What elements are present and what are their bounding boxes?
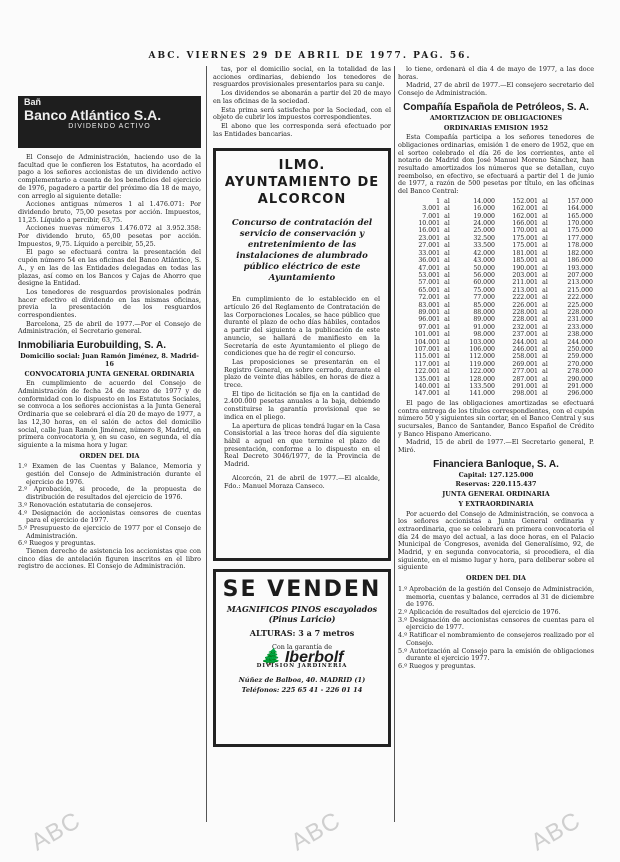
alcorcon-ad [213,148,391,561]
pinos-ad: SE VENDEN MAGNIFICOS PINOS escayolados (Pinus Laricio) ALTURAS: 3 a 7 metros Con la garantía de 🌲 Iberbolf DIVISION JARDINERIA Núñez de Balboa, 40. MADRID (1) Teléfonos: 225 65 41 - 226 01 14 [213,569,391,747]
paragraph: Tienen derecho de asistencia los accionistas que con cinco días de antelación figuren inscritos en el libro registro de acciones. El Consejo de Administración. [18,547,201,571]
table-cell: 101.001 [414,331,441,339]
table-cell: 117.001 [414,360,441,368]
table-cell: al [542,197,548,205]
table-cell: 287.001 [512,375,538,383]
table-cell: 77.000 [473,294,495,302]
table-cell: 225.000 [567,301,593,309]
table-cell: 103.000 [469,338,495,346]
phones: Teléfonos: 225 65 41 - 226 01 14 [241,685,363,694]
table-cell: 213.001 [512,286,538,294]
table-cell: 33.500 [473,242,495,250]
column-middle [213,66,391,822]
table-cell: 19.000 [473,212,495,220]
table-cell: 193.000 [567,264,593,272]
table-cell: 298.001 [512,390,538,398]
table-cell: 182.000 [567,249,593,257]
table-cell: al [542,390,548,398]
table-cell: 83.001 [418,301,441,309]
table-cell: al [542,212,548,220]
table-cell: al [542,301,548,309]
table-row [398,368,594,375]
table-row [398,279,594,286]
table-cell: 89.000 [473,316,495,324]
table-cell: 165.000 [567,212,593,220]
eurobuilding-address: Domicilio social: Juan Ramón Jiménez, 8. Madrid-16 [20,352,199,368]
table-cell: al [444,212,450,220]
address: Núñez de Balboa, 40. MADRID (1) [238,676,366,685]
table-cell: 178.000 [567,242,593,250]
table-cell: 16.001 [418,227,441,235]
table-cell: 226.001 [512,301,538,309]
paragraph: Acciones nuevas números 1.476.072 al 3.952.358: Por dividendo bruto, 65,00 pesetas por acción. Impuestos, 9,75. Líquido a percibir, 55,25. [18,224,201,248]
table-cell: 96.001 [418,316,441,324]
table-cell: al [542,279,548,287]
watermark: ABC [526,806,586,857]
paragraph: La apertura de plicas tendrá lugar en la Casa Consistorial a las trece horas del día siguiente hábil a aquel en que termine el plazo de presentación, conforme a lo dispuesto en el Real Decreto 3046/1977, de la Provincia de Madrid. [224,421,380,469]
table-cell: 181.001 [512,249,538,257]
table-cell: 23.001 [418,234,441,242]
agenda-item: 6.º Ruegos y preguntas. [18,539,96,548]
table-cell: 75.000 [473,286,495,294]
table-cell: 152.001 [512,197,538,205]
table-cell: al [444,368,450,376]
table-cell: 106.000 [469,345,495,353]
table-cell: 14.000 [473,197,495,205]
paragraph: Madrid, 27 de abril de 1977.—El consejero secretario del Consejo de Administración. [398,81,594,98]
table-cell: al [444,227,450,235]
paragraph: El abono que les corresponda será efectuado por las Entidades bancarias. [213,121,391,138]
paragraph: En cumplimiento de lo establecido en el artículo 26 del Reglamento de Contratación de las Corporaciones Locales, se hace público que durante el plazo de ocho días hábiles, contados a partir del siguiente a la publicación de este anuncio, se hallará de manifiesto en la Secretaría de este Ayuntamiento el pliego de condiciones que ha de regir el concurso. [224,295,380,358]
paragraph: El Consejo de Administración, haciendo uso de la facultad que le confieren los Estatutos, ha acordado el pago a los señores accionistas de un dividendo activo complementario a cuenta de los beneficios del ejercicio de 1976, pagadero a partir del próximo día 18 de mayo, con arreglo al siguiente detalle: [18,153,201,200]
table-cell: 122.001 [414,368,441,376]
table-cell: 43.000 [473,257,495,265]
table-row [398,316,594,323]
paragraph: En cumplimiento de acuerdo del Consejo de Administración de fecha 24 de marzo de 1977 y de conformidad con lo dispuesto en los Estatutos Sociales, se convoca a los señores accionistas a la Junta General Ordinaria que se celebrará el día 20 de mayo de 1977, a las 12,30 horas, en el salón de actos del domicilio social, calle Juan Ramón Jiménez, número 8, Madrid, en primera convocatoria y, en su caso, en segunda, el día siguiente a la misma hora y lugar. [18,379,201,449]
table-cell: 185.001 [512,257,538,265]
bank-name: Banco Atlántico S.A. [24,106,162,123]
alcorcon-title: ILMO. AYUNTAMIENTO DE ALCORCON [224,158,380,208]
column-rule [206,66,207,822]
agenda-item: 5.º Presupuesto de ejercicio de 1977 por el Consejo de Administración. [18,523,201,540]
table-cell: 128.000 [469,375,495,383]
table-cell: al [444,316,450,324]
table-cell: al [444,234,450,242]
signature: Madrid, 15 de abril de 1977.—El Secretario general, P. Miró. [398,438,594,455]
table-cell: 175.000 [567,227,593,235]
watermark: ABC [286,806,346,857]
table-cell: al [444,308,450,316]
alcorcon-subtitle: Concurso de contratación del servicio de conservación y entretenimiento de las instalaciones de alumbrado público eléctrico de este Ayuntamiento [231,218,373,284]
table-cell: 65.001 [418,286,441,294]
table-cell: 213.000 [567,279,593,287]
paragraph: Los tenedores de resguardos provisionales podrán hacer efectivo el dividendo en las mismas oficinas, previa la presentación de los resguardos correspondientes. [18,287,201,320]
table-cell: 296.000 [567,390,593,398]
table-row [398,302,594,309]
table-cell: al [444,345,450,353]
agenda-item: 2.º Aplicación de resultados del ejercicio de 1976. [398,607,561,616]
table-row [398,339,594,346]
table-cell: 89.001 [418,308,441,316]
watermark: ABC [26,806,86,857]
table-cell: 222.001 [512,294,538,302]
table-cell: al [542,316,548,324]
eurobuilding-title: Inmobiliaria Eurobuilding, S. A. [18,340,166,352]
table-cell: 107.001 [414,345,441,353]
table-cell: 246.001 [512,345,538,353]
brand-logo: 🌲 Iberbolf [260,648,344,666]
table-cell: 60.000 [473,279,495,287]
table-cell: 32.500 [473,234,495,242]
table-cell: 135.001 [414,375,441,383]
table-cell: al [444,205,450,213]
table-cell: al [542,286,548,294]
orden-del-dia-heading: ORDEN DEL DIA [79,451,140,460]
table-cell: al [444,271,450,279]
table-cell: 157.000 [567,197,593,205]
table-cell: 277.001 [512,368,538,376]
table-cell: al [542,257,548,265]
table-cell: al [444,249,450,257]
table-cell: 222.000 [567,294,593,302]
table-cell: al [444,323,450,331]
table-cell: 211.001 [512,279,538,287]
table-row [398,324,594,331]
table-cell: 3.001 [422,205,441,213]
table-cell: al [444,264,450,272]
table-cell: 162.001 [512,212,538,220]
table-cell: al [542,383,548,390]
campsa-title: Compañía Española de Petróleos, S. A. [403,101,589,113]
table-cell: 237.001 [512,331,538,339]
table-cell: 231.000 [567,316,593,324]
table-cell: 36.001 [418,257,441,265]
table-cell: 7.001 [422,212,441,220]
table-cell: 175.001 [512,234,538,242]
table-cell: 42.000 [473,249,495,257]
table-cell: 291.001 [512,383,538,390]
table-row [398,331,594,338]
table-row [398,361,594,368]
agenda-item: 3.º Renovación estatutaria de consejeros. [18,500,153,509]
table-row [398,390,594,397]
table-cell: al [444,375,450,383]
table-row [398,213,594,220]
table-cell: al [444,220,450,228]
table-cell: al [542,271,548,279]
table-cell: 278.000 [567,368,593,376]
agenda-item: 3.º Designación de accionistas censores de cuentas para el ejercicio de 1977. [398,615,594,632]
table-cell: 270.000 [567,360,593,368]
table-cell: 88.000 [473,308,495,316]
orden-del-dia-heading: ORDEN DEL DIA [466,574,526,583]
table-cell: 97.001 [418,323,441,331]
paragraph: Barcelona, 25 de abril de 1977.—Por el Consejo de Administración, el Secretario general. [18,319,201,336]
table-cell: 119.000 [469,360,495,368]
table-row [398,294,594,301]
table-row [398,265,594,272]
table-cell: 259.000 [567,353,593,361]
table-row [398,346,594,353]
table-cell: al [542,220,548,228]
table-cell: 147.001 [414,390,441,398]
table-cell: 122.000 [469,368,495,376]
table-cell: 190.001 [512,264,538,272]
table-row [398,250,594,257]
heights: ALTURAS: 3 a 7 metros [249,628,355,639]
table-row [398,220,594,227]
table-cell: al [444,383,450,390]
table-cell: 269.001 [512,360,538,368]
table-cell: al [542,227,548,235]
agenda-item: 4.º Designación de accionistas censores de cuentas para el ejercicio de 1977. [18,508,201,525]
table-cell: 244.001 [512,338,538,346]
table-row [398,198,594,205]
table-cell: 228.000 [567,308,593,316]
table-cell: 133.500 [469,383,495,390]
table-cell: al [444,390,450,398]
column-left [18,66,201,822]
table-row [398,383,594,390]
agenda-item: 4.º Ratificar el nombramiento de consejeros realizado por el Consejo. [398,631,594,647]
table-cell: 215.000 [567,286,593,294]
table-cell: al [542,368,548,376]
table-cell: 170.000 [567,220,593,228]
paragraph: Esta prima será satisfecha por la Sociedad, con el objeto de cubrir los impuestos correspondientes. [213,105,391,122]
agenda-item: 1.º Aprobación de la gestión del Consejo de Administración, memoria, cuentas y balance, cerrados al 31 de diciembre de 1976. [398,584,594,609]
paragraph: lo tiene, ordenará el día 4 de mayo de 1977, a las doce horas. [398,66,594,81]
table-cell: 238.000 [567,331,593,339]
table-row [398,309,594,316]
table-cell: al [542,345,548,353]
table-cell: al [542,205,548,213]
table-cell: 186.000 [567,257,593,265]
table-cell: 162.001 [512,205,538,213]
paragraph: Acciones antiguas números 1 al 1.476.071: Por dividendo bruto, 75,00 pesetas por acción. Impuestos, 11,25. Líquido a percibir, 63,75. [18,200,201,224]
table-cell: 91.000 [473,323,495,331]
table-row [398,205,594,212]
table-cell: al [444,301,450,309]
banco-atlantico-logo: Bañ Banco Atlántico S.A. DIVIDENDO ACTIVO [18,96,201,148]
paragraph: Las proposiciones se presentarán en el Registro General, en sobre cerrado, durante el plazo de veinte días hábiles, en horas de diez a trece. [224,357,380,390]
table-cell: 85.000 [473,301,495,309]
table-cell: al [542,375,548,383]
banloque-title: Financiera Banloque, S. A. [433,458,559,470]
table-cell: 98.000 [473,331,495,339]
table-cell: 27.001 [418,242,441,250]
table-row [398,353,594,360]
table-row [398,376,594,383]
table-cell: al [542,249,548,257]
page-header: ABC. VIERNES 29 DE ABRIL DE 1977. PAG. 56. [148,51,472,61]
table-cell: 25.000 [473,227,495,235]
table-cell: 232.001 [512,323,538,331]
table-cell: 140.001 [414,383,441,390]
table-cell: 258.001 [512,353,538,361]
table-row [398,242,594,249]
table-cell: 50.000 [473,264,495,272]
table-cell: al [542,308,548,316]
table-cell: 16.000 [473,205,495,213]
table-cell: 115.001 [414,353,441,361]
table-cell: al [542,323,548,331]
table-cell: 47.001 [418,264,441,272]
table-cell: 104.001 [414,338,441,346]
table-cell: 57.001 [418,279,441,287]
table-cell: 250.000 [567,345,593,353]
table-cell: al [542,360,548,368]
signature: Alcorcón, 21 de abril de 1977.—El alcalde, Fdo.: Manuel Moraza Canseco. [224,473,380,490]
table-cell: 164.000 [567,205,593,213]
agenda-item: 5.º Autorización al Consejo para la emisión de obligaciones durante el ejercicio 1977. [398,646,594,663]
eurobuilding-notice: CONVOCATORIA JUNTA GENERAL ORDINARIA [24,369,195,378]
paragraph: El pago se efectuará contra la presentación del cupón número 54 en las oficinas del Banco Atlántico, S. A., y en las de las Entidades delegadas en todas las plazas, así como en los Bancos y Cajas de Ahorro que designe la Entidad. [18,248,201,288]
table-cell: 177.000 [567,234,593,242]
table-row [398,227,594,234]
paragraph: Esta Compañía participa a los señores tenedores de obligaciones ordinarias, emisión 1 de enero de 1952, que en el sorteo celebrado el día 26 de los corrientes, ante el notario de Madrid don José Manuel Moreno Sánchez, han resultado amortizados los números que se detallan, cuyo reembolso, en efectivo, se efectuará a partir del 1 de junio de 1977, a razón de 500 pesetas por título, en las oficinas del Banco Central: [398,133,594,196]
table-cell: al [542,242,548,250]
table-cell: al [444,353,450,361]
logo-subtitle: DIVIDENDO ACTIVO [68,122,151,130]
agenda-item: 6.º Ruegos y preguntas. [398,661,476,670]
table-row [398,257,594,264]
table-row [398,272,594,279]
agenda-item: 1.º Examen de las Cuentas y Balance, Memoria y gestión del Consejo de Administración durante el ejercicio de 1976. [18,462,201,486]
table-cell: 291.000 [567,383,593,390]
table-cell: al [444,331,450,339]
table-cell: 207.000 [567,271,593,279]
paragraph: Por acuerdo del Consejo de Administración, se convoca a los señores accionistas a Junta General ordinaria y extraordinaria, que se celebrará en primera convocatoria el día 24 de mayo del actual, a las doce horas, en el Palacio Municipal de Congresos, avenida del Generalísimo, 92, de Madrid, y en segunda convocatoria, si procediera, el día siguiente, en el mismo lugar y hora, para deliberar sobre el siguiente [398,509,594,572]
table-cell: 33.001 [418,249,441,257]
table-cell: 56.000 [473,271,495,279]
table-cell: 112.000 [469,353,495,361]
table-cell: 290.000 [567,375,593,383]
table-cell: 166.001 [512,220,538,228]
table-cell: al [444,242,450,250]
table-cell: 24.000 [473,220,495,228]
table-cell: al [444,294,450,302]
table-cell: al [542,338,548,346]
table-cell: 203.001 [512,271,538,279]
table-cell: 228.001 [512,308,538,316]
table-cell: al [444,257,450,265]
table-cell: 53.001 [418,271,441,279]
table-cell: al [444,360,450,368]
table-cell: al [542,234,548,242]
table-cell: 10.001 [418,220,441,228]
table-cell: al [444,197,450,205]
table-cell: al [444,286,450,294]
se-venden-title: SE VENDEN [222,577,382,603]
table-cell: al [444,338,450,346]
paragraph: tas, por el domicilio social, en la totalidad de las acciones ordinarias, debiendo los tenedores de resguardos provisionales presentarlos para su canje. [213,66,391,89]
table-cell: 1 [436,197,441,205]
table-row [398,235,594,242]
table-cell: al [542,294,548,302]
table-cell: al [542,331,548,339]
table-cell: al [444,279,450,287]
paragraph: El tipo de licitación se fija en la cantidad de 2.400.000 pesetas anuales a la baja, debiendo constituirse la garantía provisional que se indica en el pliego. [224,389,380,421]
agenda-item: 2.º Aprobación, si procede, de la propuesta de distribución de resultados del ejercicio de 1976. [18,485,201,502]
paragraph: El pago de las obligaciones amortizadas se efectuará contra entrega de los títulos correspondientes, con el cupón número 50 y siguientes sin cortar, en el Banco Central y sus sucursales, Banco de Santander, Banco Español de Crédito y Banco Hispano Americano. [398,398,594,438]
tree-icon: 🌲 [260,648,281,666]
table-cell: al [542,264,548,272]
table-cell: al [542,353,548,361]
column-right: lo tiene, ordenará el día 4 de mayo de 1977, a las doce horas. Madrid, 27 de abril de 1977.—El consejero secretario del Consejo de Administración. Compañía Española de Petróleos, S. A. AMORTIZACION DE OBLIGACIONES ORDINARIAS EMISION 1952 Esta Compañía participa a los señores tenedores de obligaciones ordinarias, emisión 1 de enero de 1952, que en el sorteo celebrado el día 26 de los corrientes, ante el notario de Madrid don José Manuel Moreno Sánchez, han resultado amortizados los números que se detallan, cuyo reembolso, en efectivo, se efectuará a partir del 1 de junio de 1977, a razón de 500 pesetas por título, en las oficinas del Banco Central: 1 al 14.000 152.001 al 157.000 3.001 al 16.000 162.001 al 164.000 7.001 al 19.000 162.001 al 165.000 10.001 al 24.000 166.001 al 170.000 16.001 al 25.000 170.001 al 175.000 23.001 al 32.500 175.001 al 177.000 27.001 al 33.500 175.001 al 178.000 33.001 al 42.000 181.001 al 182.000 36.001 al 43.000 185.001 al 186.000 47.001 al 50.000 190.001 al 193.000 53.001 al 56.000 203.001 al 207.000 57.001 al 60.000 211.001 al 213.000 65.001 al 75.000 213.001 al 215.000 72.001 al 77.000 222.001 al 222.000 83.001 al 85.000 226.001 al 225.000 89.001 al 88.000 228.001 al 228.000 96.001 al 89.000 228.001 al 231.000 97.001 al 91.000 232.001 al 233.000 101.001 al 98.000 237.001 al 238.000 104.001 al 103.000 244.001 al 244.000 107.001 al 106.000 246.001 al 250.000 115.001 al 112.000 258.001 al 259.000 117.001 al 119.000 269.001 al 270.000 122.001 al 122.000 277.001 al 278.000 135.001 al 128.000 287.001 al 290.000 140.001 al 133.500 291.001 al 291.000 147.001 al 141.000 298.001 al 296.000 El pago de las obligaciones amortizadas se efectuará contra entrega de los títulos correspondientes, con el cupón número 50 y siguientes sin cortar, en el Banco Central y sus sucursales, Banco de Santander, Banco Español de Crédito y Banco Hispano Americano. Madrid, 15 de abril de 1977.—El Secretario general, P. Miró. Financiera Banloque, S. A. Capital: 127.125.000 Reservas: 220.115.437 JUNTA GENERAL ORDINARIA Y EXTRAORDINARIA Por acuerdo del Consejo de Administración, se convoca a los señores accionistas a Junta General ordinaria y extraordinaria, que se celebrará en primera convocatoria el día 24 de mayo del actual, a las doce horas, en el Palacio Municipal de Congresos, avenida del Generalísimo, 92, de Madrid, y en segunda convocatoria, si procediera, el día siguiente, en el mismo lugar y hora, para deliberar sobre el siguiente ORDEN DEL DIA 1.º Aprobación de la gestión del Consejo de Administración, memoria, cuentas y balance, cerrados al 31 de diciembre de 1976. 2.º Aplicación de resultados del ejercicio de 1976. 3.º Designación de accionistas censores de cuentas para el ejercicio de 1977. 4.º Ratificar el nombramiento de consejeros realizado por el Consejo. 5.º Autorización al Consejo para la emisión de obligaciones durante el ejercicio 1977. 6.º Ruegos y preguntas. [398,66,594,670]
column-rule [394,66,395,822]
table-cell: 141.000 [469,390,495,398]
table-cell: 228.001 [512,316,538,324]
table-cell: 170.001 [512,227,538,235]
paragraph: Los dividendos se abonarán a partir del 20 de mayo en las oficinas de la sociedad. [213,89,391,105]
table-cell: 175.001 [512,242,538,250]
amortization-table [398,198,594,398]
table-cell: 244.000 [567,338,593,346]
table-cell: 72.001 [418,294,441,302]
table-row [398,287,594,294]
table-cell: 233.000 [567,323,593,331]
